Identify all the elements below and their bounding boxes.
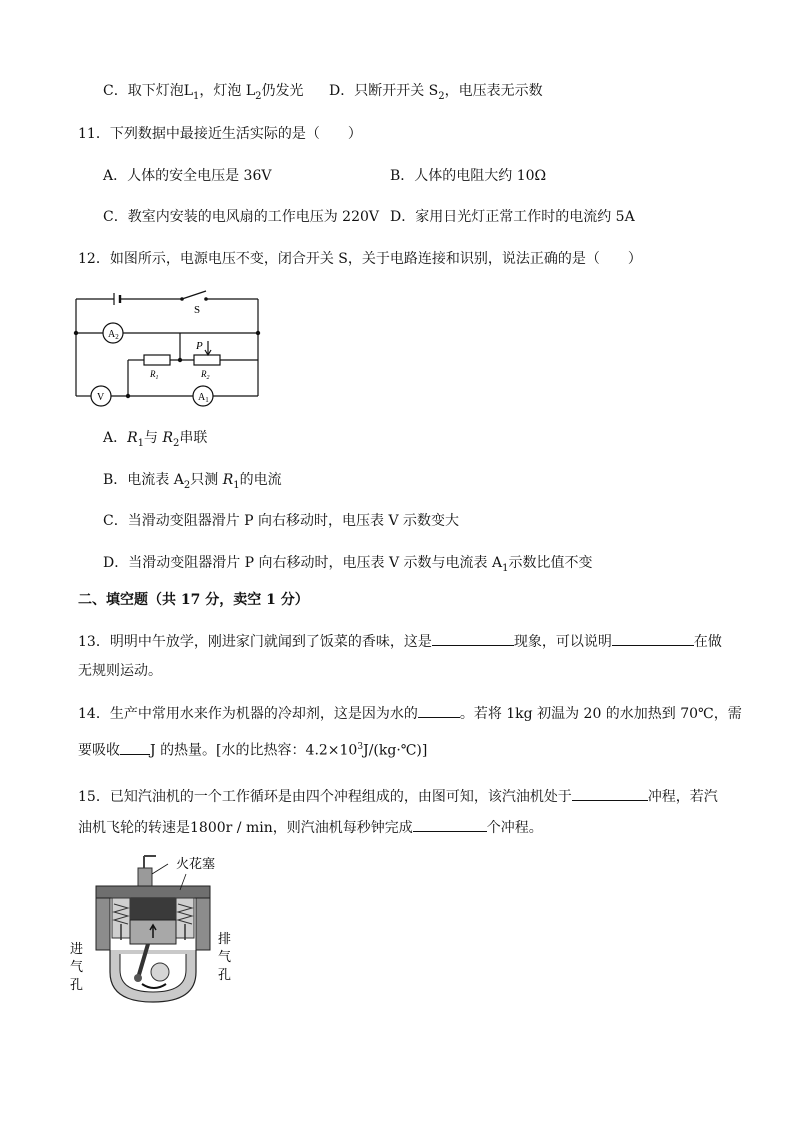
q15-text-a: 15．已知汽油机的一个工作循环是由四个冲程组成的，由图可知，该汽油机处于 xyxy=(78,789,572,805)
q10-s2-sub: 2 xyxy=(438,90,445,102)
q15-speed: 1800r / min xyxy=(190,820,273,836)
q12-a-r2: R xyxy=(162,430,174,446)
q13-text-b: 现象，可以说明 xyxy=(513,634,612,650)
r2-label: $R_2$ xyxy=(201,369,210,381)
crank-pin xyxy=(134,974,142,982)
cylinder-wall-right xyxy=(196,898,210,950)
q14-capacity-unit: J/(kg·℃) xyxy=(363,742,422,759)
q12-b-mid: 只测 xyxy=(190,472,223,488)
q15-engine-diagram xyxy=(68,850,243,1010)
v-label: V xyxy=(97,392,105,403)
q14-blank-1[interactable] xyxy=(418,703,460,718)
node-bottom xyxy=(126,394,130,398)
a1-label: $A_1$ xyxy=(198,392,209,404)
r2-resistor xyxy=(194,355,220,365)
q10-option-c-end: 仍发光 xyxy=(261,83,304,99)
q12-option-a xyxy=(103,428,207,454)
q10-option-c-text: C．取下灯泡 xyxy=(103,83,184,99)
q11-option-b: B．人体的电阻大约 10Ω xyxy=(390,168,547,184)
q12-option-d xyxy=(103,553,593,579)
cylinder-wall-left xyxy=(96,898,110,950)
q13-text-c: 在做 xyxy=(693,634,722,650)
spark-plug-icon xyxy=(138,856,168,888)
q11-option-c: C．教室内安装的电风扇的工作电压为 220V xyxy=(103,209,379,225)
q14-text-a: 14．生产中常用水来作为机器的冷却剂，这是因为水的 xyxy=(78,706,418,722)
switch-label: S xyxy=(194,304,201,316)
switch-contact xyxy=(204,297,208,301)
q12-b-prefix: B．电流表 A xyxy=(103,472,184,488)
q12-circuit-diagram xyxy=(70,285,270,410)
q13-line1 xyxy=(78,631,722,652)
q12-d-text: D．当滑动变阻器滑片 P 向右移动时，电压表 V 示数与电流表 A xyxy=(103,555,503,571)
node-right-top xyxy=(256,331,260,335)
q12-b-end: 的电流 xyxy=(239,472,282,488)
q11-option-d: D．家用日光灯正常工作时的电流约 5A xyxy=(390,209,635,225)
intake-label-1: 进 xyxy=(70,941,84,956)
q10-l2-sub: 2 xyxy=(255,90,262,102)
q10-option-c xyxy=(103,81,304,107)
q15-text-c: 油机飞轮的转速是 xyxy=(78,820,190,836)
r1-label: $R_1$ xyxy=(150,369,159,381)
spark-plug-label: 火花塞 xyxy=(176,856,216,871)
q12-b-r-sub: 1 xyxy=(233,479,240,491)
q14-line2 xyxy=(78,737,427,761)
q13-text-a: 13．明明中午放学，刚进家门就闻到了饭菜的香味，这是 xyxy=(78,634,432,650)
cylinder-head xyxy=(96,886,210,898)
q12-a-end: 串联 xyxy=(179,430,208,446)
slider-label: P xyxy=(196,340,203,352)
q10-l1-sub: 1 xyxy=(193,90,200,102)
q15-blank-2[interactable] xyxy=(413,817,487,832)
switch-pivot xyxy=(180,297,184,301)
q12-option-c: C．当滑动变阻器滑片 P 向右移动时，电压表 V 示数变大 xyxy=(103,513,460,529)
q11-option-a: A．人体的安全电压是 36V xyxy=(103,168,272,184)
q15-line1 xyxy=(78,786,718,807)
r1-resistor xyxy=(144,355,170,365)
q13-blank-1[interactable] xyxy=(432,631,514,646)
q10-option-d xyxy=(329,81,543,107)
q12-stem: 12．如图所示，电源电压不变，闭合开关 S，关于电路连接和识别，说法正确的是（ ） xyxy=(78,251,642,267)
q10-l1: L xyxy=(183,83,194,99)
exhaust-label-2: 气 xyxy=(218,949,232,964)
exhaust-valve-icon xyxy=(176,898,194,940)
q14-capacity-exp: 3 xyxy=(357,742,364,752)
q14-text-c: 要吸收 xyxy=(78,742,120,759)
q13-line2: 无规则运动。 xyxy=(78,663,162,679)
q10-option-c-mid: ，灯泡 L xyxy=(199,83,256,99)
q14-text-end: ] xyxy=(421,742,428,759)
intake-label-3: 孔 xyxy=(70,977,84,992)
q12-a-r2-sub: 2 xyxy=(173,437,180,449)
q15-text-b: 冲程，若汽 xyxy=(647,789,718,805)
q12-a-mid: 与 xyxy=(144,430,163,446)
switch-blade xyxy=(182,291,206,299)
q11-stem: 11．下列数据中最接近生活实际的是（ ） xyxy=(78,126,362,142)
q12-b-sub: 2 xyxy=(183,479,191,491)
q14-blank-2[interactable] xyxy=(120,740,150,755)
q14-text-b: 。若将 1kg 初温为 20 的水加热到 70℃，需 xyxy=(459,706,742,722)
q14-text-d: J 的热量。[水的比热容： xyxy=(150,742,306,759)
intake-label-2: 气 xyxy=(70,959,84,974)
exhaust-label-1: 排 xyxy=(218,931,232,946)
q15-line2 xyxy=(78,817,543,838)
q15-text-d: ，则汽油机每秒钟完成 xyxy=(272,820,413,836)
a2-label: $A_2$ xyxy=(108,329,119,341)
q12-d-sub: 1 xyxy=(502,562,509,574)
q15-blank-1[interactable] xyxy=(572,786,648,801)
intake-valve-icon xyxy=(112,898,130,940)
q15-text-e: 个冲程。 xyxy=(486,820,543,836)
q12-a-prefix: A． xyxy=(103,430,128,446)
q12-option-b xyxy=(103,470,282,496)
exhaust-label-3: 孔 xyxy=(218,967,232,982)
q14-line1 xyxy=(78,703,742,724)
q14-capacity: 4.2×10 xyxy=(305,742,358,759)
q12-a-r1: R xyxy=(127,430,138,446)
q10-option-d-end: ，电压表无示数 xyxy=(444,83,543,99)
q12-d-end: 示数比值不变 xyxy=(508,555,593,571)
node-mid xyxy=(178,358,182,362)
section-heading: 二、填空题（共 17 分，卖空 1 分） xyxy=(78,592,309,608)
combustion-chamber xyxy=(130,898,176,920)
q12-b-r: R xyxy=(222,472,234,488)
q10-option-d-text: D．只断开开关 S xyxy=(329,83,439,99)
node-left xyxy=(74,331,78,335)
q13-blank-2[interactable] xyxy=(612,631,694,646)
crankshaft xyxy=(151,963,169,981)
q12-a-r1-sub: 1 xyxy=(137,437,145,449)
